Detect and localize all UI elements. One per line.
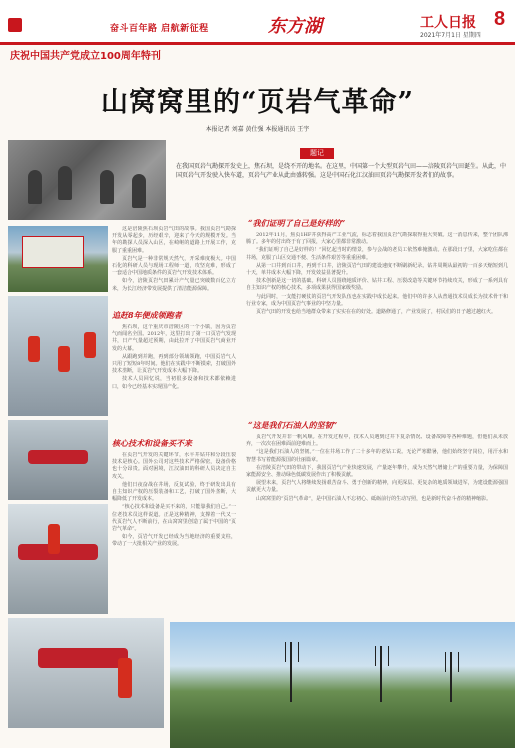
valve-pipe bbox=[28, 450, 88, 464]
photo-workers-rig bbox=[8, 296, 108, 416]
section-heading-2: 核心技术和设备买不来 bbox=[112, 438, 192, 448]
page-number: 8 bbox=[494, 8, 506, 30]
page-title: 山窝窝里的“页岩气革命” bbox=[100, 87, 415, 118]
worker-figure bbox=[84, 332, 96, 358]
article-column-4: 2012年11月，焦页1HF井获得高产工业气流，标志着我国页岩气勘探取得重大突破。这一消息传来，整个团队沸腾了。多年的付出终于有了回报，大家心里都非常激动。 “我们证明了自己是好样的！”回忆起当时的情景，参与会战的老员工依然难掩激动。在那段日子里，大家吃住都在井场，克服了山区交通不便、生活条件艰苦等重重困难。 从第一口井到百口井，再到千口井，涪陵页岩气田的建设速度不断刷新纪录。钻井周期从最初的一百多天缩短到几十天，单井成本大幅下降，开发效益显著提升。 技术创新是这一切的基础。科研人员围绕地质评价、钻井工程、压裂改造等关键环节持续攻关，形成了一系列具有自主知识产权的核心技术，多项成果获得国家级奖励。 与此同时，一支能打硬仗的页岩气开发队伍也在实践中成长起来。他们中的许多人从普通技术员成长为技术骨干和行业专家，成为中国页岩气事业的中坚力量。 页岩气田的开发也给当地群众带来了实实在在的好处。道路修通了，产业发展了，村民们的日子越过越红火。 bbox=[246, 232, 508, 316]
drilling-rig-icon bbox=[450, 652, 452, 702]
section-heading-4: “这是我们石油人的坚韧” bbox=[248, 420, 338, 430]
drilling-rig-icon bbox=[290, 642, 292, 702]
person-figure bbox=[58, 166, 72, 200]
article-column-1: 这是涪陵焦石坝页岩气田的故事。我国页岩气勘探开发从零起步，历经艰辛，迎来了今天的规模开发。当年的勘探人员深入山区，在崎岖的道路上开展工作，克服了重重困难。 页岩气是一种非常规天然气，开采难度极大。中国石化的科研人员与现场工程师一道，攻坚克难，形成了一套适合中国地质条件的页岩气开发技术体系。 如今，涪陵页岩气田累计产气量已突破数百亿立方米，为长江经济带发展提供了清洁能源保障。 bbox=[112, 226, 236, 292]
paper-name: 工人日报 bbox=[420, 15, 476, 31]
worker-figure bbox=[58, 346, 70, 372]
worker-figure bbox=[48, 524, 60, 554]
gas-field-landscape-photo bbox=[170, 622, 515, 748]
slogan: 奋斗百年路 启航新征程 bbox=[110, 24, 209, 34]
masthead bbox=[0, 0, 515, 42]
photo-valve-workers bbox=[8, 504, 108, 614]
worker-figure bbox=[28, 336, 40, 362]
photo-wellhead-worker bbox=[8, 618, 164, 728]
photo-wellhead bbox=[8, 420, 108, 500]
article-column-5: 页岩气开发并非一帆风顺。在开发过程中，技术人员遇到过井下复杂情况、设备故障等各种难题，但他们从未放弃，一次次在困难面前迎难而上。 “这是我们石油人的坚韧。”一位在井场工作了二十多年的老钻工说。无论严寒酷暑，他们始终坚守岗位，用汗水和智慧书写着能源报国的壮丽篇章。 在涪陵页岩气田的带动下，我国页岩气产业快速发展，产量逐年攀升，成为天然气增储上产的重要力量，为保障国家能源安全、推动绿色低碳发展作出了积极贡献。 展望未来，页岩气人将继续发扬艰苦奋斗、勇于创新的精神，向更深层、更复杂的地质领域进军，为建设能源强国贡献更大力量。 山窝窝里的“页岩气革命”，是中国石油人不忘初心、砥砺前行的生动写照，也是新时代奋斗者的精神缩影。 bbox=[246, 434, 508, 502]
intro-paragraph: 在我国页岩气勘探开发史上，焦石坝，是绕不开的地名。在这里，中国第一个大型页岩气田——涪陵页岩气田诞生。从此，中国页岩气开发驶入快车道，页岩气产业从此由盛转强。这是中国石化江汉油田页岩气勘探开发者们的故事。 bbox=[176, 163, 507, 179]
valve-pipe bbox=[38, 648, 128, 668]
section-heading-1: 追赶8年便成领跑者 bbox=[112, 310, 182, 320]
special-issue-label: 庆祝中国共产党成立100周年特刊 bbox=[10, 51, 161, 62]
person-figure bbox=[100, 170, 114, 204]
party-emblem-icon bbox=[8, 18, 22, 32]
sign-board bbox=[22, 236, 84, 268]
section-brand: 东方湖 bbox=[268, 16, 322, 37]
article-column-2: 焦石坝，这个重庆市涪陵区的一个小镇，因为页岩气而闻名全国。2012年，这里打出了第一口页岩气发现井，日产气量超过预期，由此拉开了中国页岩气商业开发的大幕。 从跟跑到并跑，再到部分领域领跑，中国页岩气人只用了短短8年时间。他们在实践中不断摸索，打破国外技术垄断，让页岩气开发成本大幅下降。 技术人员回忆说，当初很多设备和技术都依赖进口，如今已经基本实现国产化。 bbox=[112, 324, 236, 390]
person-figure bbox=[132, 174, 146, 208]
photo-gas-sign bbox=[8, 226, 108, 292]
issue-date: 2021年7月1日 星期四 bbox=[420, 32, 481, 39]
person-figure bbox=[28, 170, 42, 204]
historical-photo bbox=[8, 140, 166, 220]
drilling-rig-icon bbox=[380, 646, 382, 702]
byline: 本报记者 刘嘉 黄仕强 本报通讯员 王宇 bbox=[205, 126, 310, 133]
section-heading-3: “我们证明了自己是好样的” bbox=[248, 218, 346, 228]
article-column-3: 在页岩气开发的关键环节，水平井钻井和分段压裂技术是核心。国外公司对这些技术严格保密，设备价格也十分昂贵。面对困境，江汉油田的科研人员决定自主攻关。 他们日夜奋战在井场，反复试验，终于研发出具有自主知识产权的压裂装备和工艺，打破了国外垄断，大幅降低了开发成本。 “核心技术和设备是买不来的，只能靠我们自己。”一位老技术员这样说道。正是这种精神，支撑着一代又一代页岩气人不断前行，在山窝窝里创造了属于中国的“页岩气革命”。 如今，页岩气开发已经成为当地经济的重要支柱，带动了一大批相关产业的发展。 bbox=[112, 452, 236, 548]
worker-figure bbox=[118, 658, 132, 698]
red-rule bbox=[0, 42, 515, 45]
editor-note-tag: 题记 bbox=[300, 148, 334, 159]
